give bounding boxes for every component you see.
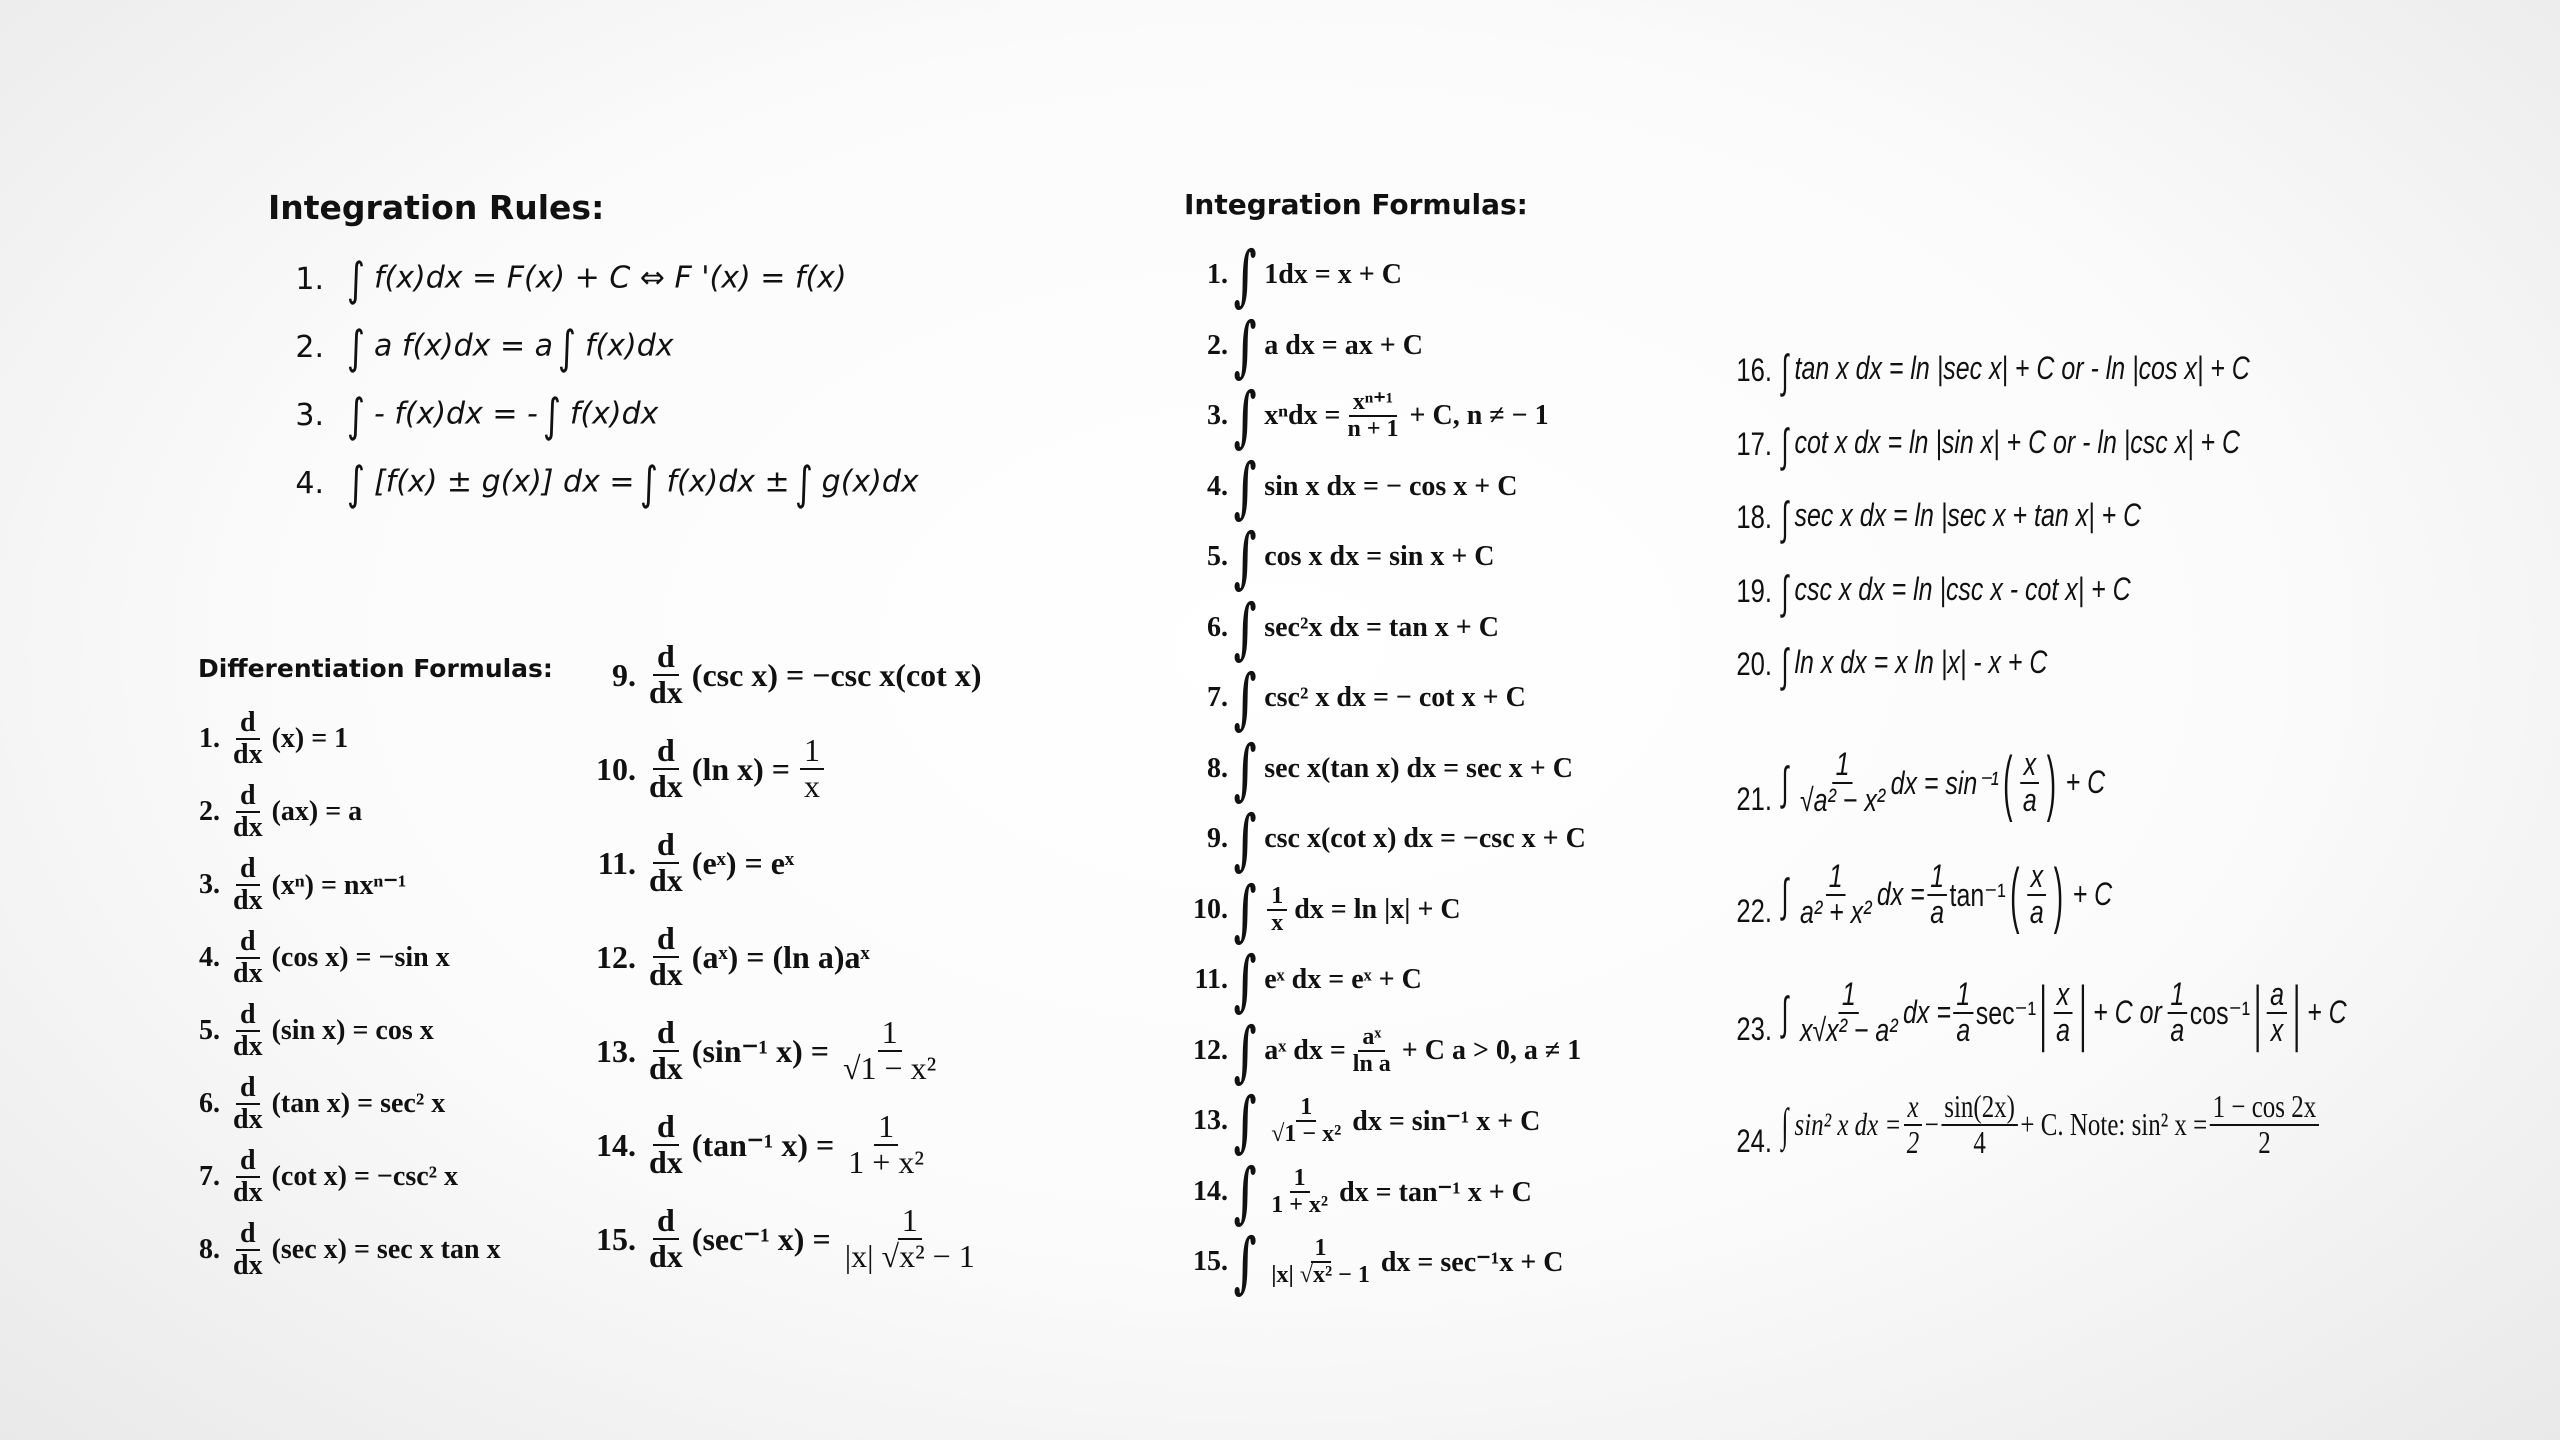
integration-formula-23 [1712, 930, 2552, 1053]
integral-icon: ∫ [1781, 345, 1789, 398]
formula-body: (sin x) = cos x [271, 1014, 434, 1046]
result-fraction [841, 1204, 979, 1273]
formula-number: 9. [1207, 823, 1228, 855]
integral-icon: ∫ [1233, 447, 1257, 526]
formula-fraction [1797, 978, 1901, 1047]
integration-rules-title: Integration Rules: [268, 188, 605, 227]
integration-formula-18 [1712, 481, 2552, 555]
formula-number: 13. [596, 1032, 636, 1069]
diff-formula-3 [176, 848, 501, 921]
numerator: d [657, 1202, 675, 1239]
formula-body: + C, n ≠ − 1 [1409, 400, 1549, 432]
diff-formula-10 [572, 722, 982, 816]
formula-body: dx = [1903, 994, 1951, 1031]
integration-formula-9 [1180, 800, 1586, 879]
d-dx [645, 1204, 687, 1273]
diff-formula-1 [176, 702, 501, 775]
formula-body: + C [2072, 876, 2113, 913]
arg-fraction [2267, 978, 2287, 1047]
formula-number: 10. [596, 750, 636, 787]
numerator: d [240, 1218, 256, 1250]
rule-3: 3. ∫ - f(x)dx = - ∫ f(x)dx [295, 388, 659, 442]
denominator: a [2170, 1011, 2185, 1048]
formula-number: 4. [1207, 470, 1228, 502]
diff-formula-9 [572, 628, 982, 722]
formula-number: 18. [1736, 499, 1772, 536]
integration-formula-10 [1180, 870, 1586, 949]
diff-formula-4 [176, 921, 501, 994]
formula-number: 1. [1207, 259, 1228, 291]
denominator: dx [233, 957, 263, 989]
diff-formula-5 [176, 994, 501, 1067]
formula-body: (tan x) = sec² x [271, 1087, 446, 1119]
numerator: d [657, 638, 675, 675]
result-fraction [839, 1016, 940, 1085]
d-dx [229, 708, 267, 769]
integral-icon: ∫ [794, 456, 813, 510]
integration-formula-5 [1180, 518, 1586, 597]
denominator: a [1930, 893, 1945, 930]
numerator: d [240, 926, 256, 958]
term-fraction [1941, 1090, 2018, 1159]
d-dx [229, 1146, 267, 1207]
diff-formula-13 [572, 1004, 982, 1098]
bracket-icon: ( [2010, 854, 2020, 935]
formula-body: sin² x dx = [1794, 1106, 1902, 1143]
formula-body: + C [2307, 994, 2347, 1031]
formula-body: + C or [2093, 994, 2162, 1031]
formula-number: 14. [596, 1126, 636, 1163]
formula-number: 17. [1736, 425, 1772, 462]
denominator: dx [233, 1030, 263, 1062]
formula-body: ln x dx = x ln |x| - x + C [1794, 644, 2048, 681]
denominator: √1 − x² [842, 1050, 937, 1086]
formula-body: (eˣ) = eˣ [691, 844, 795, 881]
denominator: a [2056, 1011, 2070, 1048]
bracket-icon: ) [2053, 854, 2064, 935]
integral-icon: ∫ [346, 456, 365, 510]
numerator: x [2056, 976, 2070, 1013]
denominator: x [804, 768, 821, 804]
denominator: 1 + x² [1271, 1191, 1329, 1218]
formula-number: 15. [596, 1220, 636, 1257]
numerator: aˣ [1362, 1023, 1382, 1050]
bracket-icon: ) [2046, 742, 2057, 823]
denominator: dx [649, 674, 683, 710]
numerator: 1 [1300, 1094, 1313, 1121]
numerator: 1 [1293, 1164, 1306, 1191]
formula-number: 5. [199, 1014, 220, 1046]
integration-formula-20 [1712, 628, 2552, 702]
formula-number: 2. [1207, 329, 1228, 361]
formula-number: 19. [1736, 572, 1772, 609]
integral-icon: ∫ [1233, 588, 1257, 667]
denominator: x√x² − a² [1799, 1011, 1898, 1048]
numerator: 1 [878, 1108, 895, 1145]
numerator: 1 [1271, 882, 1284, 909]
coef-fraction [2167, 978, 2187, 1047]
formula-body: (csc x) = −csc x(cot x) [691, 656, 982, 693]
integral-icon: ∫ [1781, 639, 1789, 692]
numerator: d [240, 999, 256, 1031]
diff-formula-11 [572, 816, 982, 910]
formula-fraction [1267, 1236, 1374, 1288]
formula-body: dx = ln |x| + C [1294, 893, 1461, 925]
integral-icon: ∫ [1781, 756, 1789, 809]
formula-number: 7. [1207, 682, 1228, 714]
denominator: dx [233, 1103, 263, 1135]
formula-body: dx = tan⁻¹ x + C [1339, 1176, 1532, 1208]
integration-formula-6 [1180, 588, 1586, 667]
formula-number: 14. [1193, 1175, 1228, 1207]
denominator: x [1271, 909, 1284, 936]
integral-icon: ∫ [1233, 377, 1257, 456]
formula-number: 1. [199, 722, 220, 754]
denominator: dx [649, 862, 683, 898]
integral-icon: ∫ [1781, 868, 1789, 921]
numerator: 1 [804, 732, 821, 769]
numerator: 1 [1835, 746, 1850, 783]
integration-rules-section [268, 188, 1028, 517]
d-dx [229, 927, 267, 988]
numerator: d [240, 707, 256, 739]
numerator: 1 [1828, 858, 1843, 895]
denominator: a [2029, 893, 2044, 930]
formula-number: 7. [199, 1160, 220, 1192]
formula-body: (cos x) = −sin x [271, 941, 450, 973]
diff-col-2 [572, 628, 982, 1286]
diff-formula-14 [572, 1098, 982, 1192]
denominator: a [2022, 781, 2037, 818]
denominator: a² + x² [1799, 893, 1872, 930]
formula-body: aˣ dx = [1264, 1034, 1346, 1066]
formula-body: dx = sin⁻¹ [1890, 764, 1999, 801]
numerator: d [240, 1145, 256, 1177]
integral-icon: ∫ [1781, 986, 1789, 1039]
formula-number: 6. [1207, 611, 1228, 643]
denominator: dx [233, 811, 263, 843]
integral-icon: ∫ [1781, 1098, 1789, 1150]
formula-number: 4. [199, 941, 220, 973]
integral-icon: ∫ [1233, 1082, 1257, 1161]
note-fraction [2210, 1090, 2320, 1159]
arg-fraction [2053, 978, 2073, 1047]
formula-body: dx = sin⁻¹ x + C [1352, 1106, 1541, 1138]
numerator: x [2030, 858, 2044, 895]
abs-bar-icon: | [2079, 972, 2087, 1053]
formula-body: csc x(cot x) dx = −csc x + C [1264, 823, 1586, 855]
formula-body: (ln x) = [691, 750, 791, 787]
formula-number: 23. [1736, 1010, 1772, 1047]
integration-formula-21 [1712, 702, 2552, 823]
integration-formulas-list [1180, 236, 1586, 1302]
integral-icon: ∫ [346, 252, 365, 306]
numerator: d [240, 853, 256, 885]
integral-icon: ∫ [639, 456, 658, 510]
formula-body: eˣ dx = eˣ + C [1264, 964, 1422, 996]
formula-body: cos x dx = sin x + C [1264, 541, 1495, 573]
integration-formula-11 [1180, 941, 1586, 1020]
integration-formula-7 [1180, 659, 1586, 738]
diff-formula-12 [572, 910, 982, 1004]
integration-formula-14 [1180, 1152, 1586, 1231]
integration-formula-8 [1180, 729, 1586, 808]
formula-body: 1dx = x + C [1264, 259, 1402, 291]
d-dx [229, 1073, 267, 1134]
formula-fraction [1797, 748, 1888, 817]
numerator: a [2270, 976, 2284, 1013]
formula-body: sec²x dx = tan x + C [1264, 611, 1499, 643]
more-formulas-list [1712, 334, 2552, 1160]
integration-formula-19 [1712, 555, 2552, 629]
formula-body: (ax) = a [271, 795, 363, 827]
numerator: 1 [901, 1202, 918, 1239]
integration-formula-16 [1712, 334, 2552, 408]
d-dx [645, 922, 687, 991]
numerator: 1 − cos 2x [2212, 1088, 2317, 1125]
integral-icon: ∫ [1233, 729, 1257, 808]
numerator: 1 [1956, 976, 1971, 1013]
d-dx [229, 854, 267, 915]
bracket-icon: ( [2003, 742, 2013, 823]
numerator: d [657, 1108, 675, 1145]
arg-fraction [2027, 860, 2047, 929]
formula-fraction [1797, 860, 1875, 929]
formula-number: 5. [1207, 541, 1228, 573]
integral-icon: ∫ [1233, 236, 1257, 315]
formula-body: − [1924, 1106, 1939, 1143]
diff-col-1 [176, 702, 501, 1286]
integral-icon: ∫ [542, 388, 561, 442]
integral-icon: ∫ [1233, 941, 1257, 1020]
diff-formula-6 [176, 1067, 501, 1140]
formula-number: 13. [1193, 1105, 1228, 1137]
d-dx [229, 781, 267, 842]
formula-number: 12. [596, 938, 636, 975]
numerator: d [657, 920, 675, 957]
denominator: |x| √x² − 1 [1271, 1262, 1370, 1289]
integral-icon: ∫ [1781, 492, 1789, 545]
denominator: √1 − x² [1271, 1121, 1342, 1148]
function-name: cos⁻¹ [2189, 994, 2251, 1031]
d-dx [645, 734, 687, 803]
formula-body: dx = sec⁻¹x + C [1380, 1247, 1564, 1279]
formula-fraction [1267, 1166, 1332, 1218]
arg-fraction [2020, 748, 2040, 817]
denominator: dx [649, 1144, 683, 1180]
denominator: √a² − x² [1799, 781, 1886, 818]
denominator: x [2270, 1011, 2284, 1048]
formula-fraction [1267, 884, 1287, 936]
integral-icon: ∫ [558, 320, 576, 374]
integral-icon: ∫ [1233, 870, 1257, 949]
formula-body: + C a > 0, a ≠ 1 [1401, 1034, 1582, 1066]
function-name: sec⁻¹ [1975, 994, 2037, 1031]
formula-fraction [1267, 1095, 1345, 1147]
diff-formula-2 [176, 775, 501, 848]
formula-body: csc² x dx = − cot x + C [1264, 682, 1526, 714]
numerator: sin(2x) [1944, 1088, 2015, 1125]
formula-body: xⁿdx = [1264, 400, 1341, 432]
formula-number: 9. [612, 656, 636, 693]
denominator: dx [649, 956, 683, 992]
denominator: ln a [1352, 1050, 1391, 1077]
formula-body: (aˣ) = (ln a)aˣ [691, 938, 870, 975]
integration-formula-17 [1712, 408, 2552, 482]
denominator: 4 [1973, 1123, 1986, 1160]
numerator: d [240, 1072, 256, 1104]
integral-icon: ∫ [1233, 659, 1257, 738]
integral-icon: ∫ [346, 388, 365, 442]
term-fraction [1904, 1090, 1923, 1159]
denominator: dx [233, 1249, 263, 1281]
d-dx [645, 1016, 687, 1085]
formula-number: 22. [1736, 892, 1772, 929]
integral-icon: ∫ [1781, 418, 1789, 471]
coef-fraction [1927, 860, 1947, 929]
formula-number: 16. [1736, 352, 1772, 389]
formula-number: 11. [597, 844, 636, 881]
denominator: 2 [1906, 1123, 1920, 1160]
denominator: n + 1 [1347, 416, 1399, 443]
numerator: xⁿ⁺¹ [1352, 389, 1394, 416]
numerator: x [1907, 1088, 1919, 1125]
formula-body: (sec⁻¹ x) = [691, 1221, 831, 1257]
integration-formula-24 [1712, 1048, 2552, 1160]
numerator: 1 [881, 1014, 898, 1051]
formula-fraction [1344, 390, 1403, 442]
integral-icon: ∫ [1781, 565, 1789, 618]
integral-icon: ∫ [1233, 1152, 1257, 1231]
diff-formula-15 [572, 1192, 982, 1286]
formula-body: cot x dx = ln |sin x| + C or - ln |csc x| + C [1794, 423, 2241, 460]
formula-fraction [1349, 1025, 1395, 1077]
integration-formula-1 [1180, 236, 1586, 315]
numerator: x [2023, 746, 2037, 783]
denominator: dx [233, 738, 263, 770]
formula-number: 3. [1207, 400, 1228, 432]
formula-number: 21. [1736, 780, 1772, 817]
formula-body: dx = [1876, 876, 1925, 913]
denominator: dx [233, 884, 263, 916]
integration-formula-3 [1180, 377, 1586, 456]
integral-icon: ∫ [1233, 1223, 1257, 1302]
formula-body: (xⁿ) = nxⁿ⁻¹ [271, 869, 407, 901]
denominator: 1 + x² [848, 1144, 924, 1180]
integration-formula-13 [1180, 1082, 1586, 1161]
diff-formula-7 [176, 1140, 501, 1213]
formula-body: (sec x) = sec x tan x [271, 1233, 501, 1265]
denominator: dx [649, 1238, 683, 1274]
formula-body: (cot x) = −csc² x [271, 1160, 459, 1192]
numerator: d [240, 780, 256, 812]
integral-icon: ∫ [346, 320, 365, 374]
integral-icon: ∫ [1233, 518, 1257, 597]
formula-body: sec x(tan x) dx = sec x + C [1264, 752, 1573, 784]
coef-fraction [1953, 978, 1973, 1047]
result-fraction [844, 1110, 928, 1179]
d-dx [645, 1110, 687, 1179]
formula-number: 24. [1736, 1122, 1772, 1159]
rule-1: 1. ∫ f(x)dx = F(x) + C ⇔ F '(x) = f(x) [295, 252, 847, 306]
formula-number: 8. [199, 1233, 220, 1265]
integral-icon: ∫ [1233, 306, 1257, 385]
formula-number: 10. [1193, 893, 1228, 925]
result-fraction [800, 734, 824, 803]
d-dx [229, 1000, 267, 1061]
formula-number: 20. [1736, 646, 1772, 683]
formula-body: (sin⁻¹ x) = [691, 1033, 829, 1069]
formula-number: 3. [199, 868, 220, 900]
integration-formula-4 [1180, 447, 1586, 526]
formula-body: + C [2065, 764, 2106, 801]
denominator: dx [649, 1050, 683, 1086]
abs-bar-icon: | [2039, 972, 2047, 1053]
integral-icon: ∫ [1233, 1011, 1257, 1090]
formula-number: 8. [1207, 752, 1228, 784]
numerator: 1 [2170, 976, 2185, 1013]
numerator: d [657, 826, 675, 863]
abs-bar-icon: | [2253, 972, 2262, 1053]
diff-formula-8 [176, 1213, 501, 1286]
denominator: dx [233, 1176, 263, 1208]
integration-formula-2 [1180, 306, 1586, 385]
d-dx [229, 1219, 267, 1280]
formula-number: 15. [1193, 1246, 1228, 1278]
formula-number: 11. [1194, 964, 1228, 996]
formula-number: 2. [199, 795, 220, 827]
formula-body: (x) = 1 [271, 722, 349, 754]
d-dx [645, 828, 687, 897]
abs-bar-icon: | [2293, 972, 2301, 1053]
numerator: 1 [1930, 858, 1945, 895]
rule-2: 2. ∫ a f(x)dx = a ∫ f(x)dx [295, 320, 674, 374]
formula-number: 12. [1193, 1034, 1228, 1066]
numerator: d [657, 732, 675, 769]
rule-4: 4. ∫ [f(x) ± g(x)] dx = ∫ f(x)dx ± ∫ g(x)dx [295, 456, 919, 510]
formula-body: tan x dx = ln |sec x| + C or - ln |cos x| + C [1794, 350, 2250, 387]
formula-body: sec x dx = ln |sec x + tan x| + C [1794, 497, 2142, 534]
function-name: tan⁻¹ [1949, 876, 2006, 913]
integral-icon: ∫ [1233, 800, 1257, 879]
integration-formula-15 [1180, 1223, 1586, 1302]
integration-formulas-title: Integration Formulas: [1184, 188, 1528, 221]
denominator: a [1956, 1011, 1971, 1048]
formula-number: 6. [199, 1087, 220, 1119]
numerator: 1 [1314, 1235, 1327, 1262]
denominator: dx [649, 768, 683, 804]
formula-body: sin x dx = − cos x + C [1264, 470, 1518, 502]
formula-body: csc x dx = ln |csc x - cot x| + C [1794, 570, 2131, 607]
formula-body: (tan⁻¹ x) = [691, 1127, 835, 1163]
numerator: d [657, 1014, 675, 1051]
integration-formula-22 [1712, 818, 2552, 935]
numerator: 1 [1841, 976, 1856, 1013]
integration-formula-12 [1180, 1011, 1586, 1090]
formula-body: + C. Note: sin² x = [2020, 1106, 2208, 1143]
denominator: |x| √x² − 1 [844, 1238, 975, 1274]
d-dx [645, 640, 687, 709]
formula-body: a dx = ax + C [1264, 329, 1423, 361]
denominator: 2 [2258, 1123, 2271, 1160]
differentiation-title: Differentiation Formulas: [198, 654, 553, 683]
